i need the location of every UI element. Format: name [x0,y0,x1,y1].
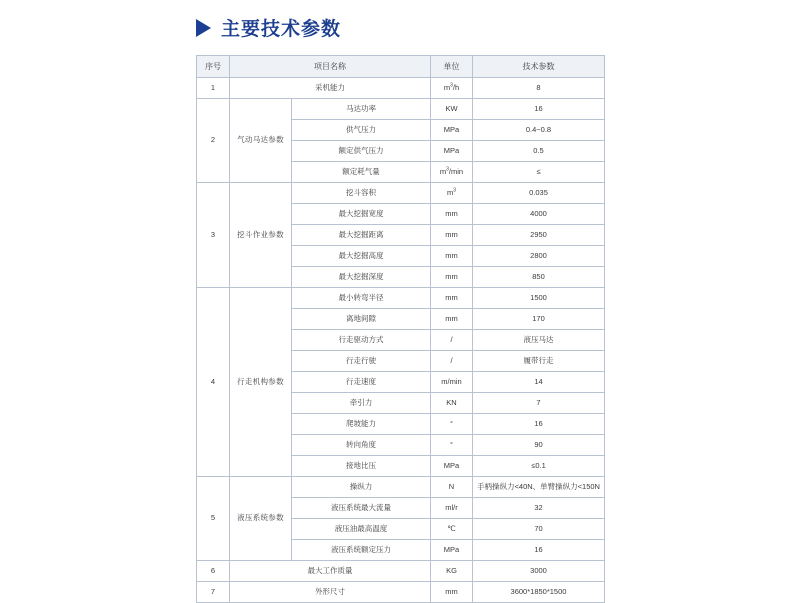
item-name-cell: 采机能力 [230,78,431,99]
row-index-cell: 5 [197,477,230,561]
column-header-unit: 单位 [431,56,473,78]
item-value-cell: 850 [473,267,605,288]
table-row [197,477,605,498]
item-name-cell: 马达功率 [292,99,431,120]
page-title [0,0,800,41]
table-body [197,78,605,603]
spec-table [196,55,605,603]
item-value-cell: 16 [473,540,605,561]
item-value-cell: 170 [473,309,605,330]
row-group-cell: 气动马达参数 [230,99,292,183]
item-unit-cell: MPa [431,456,473,477]
item-name-cell: 最小转弯半径 [292,288,431,309]
table-header [197,56,605,78]
spec-table-wrapper [196,55,604,603]
item-unit-cell: KW [431,99,473,120]
item-value-cell: 16 [473,99,605,120]
item-unit-cell: ℃ [431,519,473,540]
item-unit-cell: ° [431,435,473,456]
item-value-cell: 1500 [473,288,605,309]
item-unit-cell: / [431,351,473,372]
item-unit-cell: mm [431,246,473,267]
item-value-cell: 2800 [473,246,605,267]
table-row [197,78,605,99]
item-unit-cell: / [431,330,473,351]
item-name-cell: 转向角度 [292,435,431,456]
item-name-cell: 液压系统额定压力 [292,540,431,561]
column-header-value: 技术参数 [473,56,605,78]
item-value-cell: 8 [473,78,605,99]
table-row [197,582,605,603]
row-group-cell: 行走机构参数 [230,288,292,477]
item-name-cell: 爬坡能力 [292,414,431,435]
item-value-cell: 0.035 [473,183,605,204]
row-index-cell: 2 [197,99,230,183]
row-group-cell: 液压系统参数 [230,477,292,561]
table-row [197,183,605,204]
item-unit-cell: mm [431,582,473,603]
item-unit-cell: mm [431,267,473,288]
item-name-cell: 离地间隙 [292,309,431,330]
row-index-cell: 7 [197,582,230,603]
table-header-row [197,56,605,78]
item-unit-cell: ml/r [431,498,473,519]
item-value-cell: 90 [473,435,605,456]
row-index-cell: 3 [197,183,230,288]
item-name-cell: 行走速度 [292,372,431,393]
item-value-cell: 7 [473,393,605,414]
item-unit-cell: $m^3$ [431,183,473,204]
item-name-cell: 额定耗气量 [292,162,431,183]
item-value-cell: ≤ [473,162,605,183]
item-name-cell: 挖斗容积 [292,183,431,204]
item-name-cell: 最大挖掘宽度 [292,204,431,225]
item-name-cell: 最大工作质量 [230,561,431,582]
item-value-cell: 手柄操纵力<40N、单臂操纵力<150N [473,477,605,498]
item-value-cell: 32 [473,498,605,519]
item-name-cell: 行走驱动方式 [292,330,431,351]
item-name-cell: 最大挖掘距离 [292,225,431,246]
table-row [197,99,605,120]
item-name-cell: 外形尺寸 [230,582,431,603]
item-name-cell: 行走行驶 [292,351,431,372]
item-value-cell: ≤0.1 [473,456,605,477]
item-unit-cell: m/min [431,372,473,393]
item-value-cell: 16 [473,414,605,435]
item-unit-cell: $m^3/h$ [431,78,473,99]
item-value-cell: 0.5 [473,141,605,162]
item-unit-cell: KN [431,393,473,414]
item-unit-cell: MPa [431,540,473,561]
triangle-right-icon [196,19,211,37]
item-name-cell: 最大挖掘深度 [292,267,431,288]
item-value-cell: 0.4~0.8 [473,120,605,141]
item-name-cell: 操纵力 [292,477,431,498]
item-value-cell: 2950 [473,225,605,246]
item-unit-cell: MPa [431,120,473,141]
item-unit-cell: mm [431,204,473,225]
item-name-cell: 液压系统最大流量 [292,498,431,519]
item-unit-cell: ° [431,414,473,435]
row-index-cell: 6 [197,561,230,582]
item-name-cell: 最大挖掘高度 [292,246,431,267]
column-header-no: 序号 [197,56,230,78]
item-value-cell: 4000 [473,204,605,225]
table-row [197,288,605,309]
row-group-cell: 挖斗作业参数 [230,183,292,288]
item-unit-cell: mm [431,225,473,246]
item-unit-cell: $m^3/\min$ [431,162,473,183]
item-unit-cell: mm [431,309,473,330]
item-unit-cell: mm [431,288,473,309]
item-name-cell: 接地比压 [292,456,431,477]
row-index-cell: 4 [197,288,230,477]
item-name-cell: 液压油最高温度 [292,519,431,540]
row-index-cell: 1 [197,78,230,99]
column-header-item: 项目名称 [230,56,431,78]
item-name-cell: 供气压力 [292,120,431,141]
table-row [197,561,605,582]
item-value-cell: 履带行走 [473,351,605,372]
item-value-cell: 14 [473,372,605,393]
item-unit-cell: MPa [431,141,473,162]
item-name-cell: 额定供气压力 [292,141,431,162]
item-value-cell: 液压马达 [473,330,605,351]
page-title-text: 主要技术参数 [221,19,342,40]
item-unit-cell: KG [431,561,473,582]
item-value-cell: 70 [473,519,605,540]
item-name-cell: 牵引力 [292,393,431,414]
item-unit-cell: N [431,477,473,498]
item-value-cell: 3000 [473,561,605,582]
item-value-cell: 3600*1850*1500 [473,582,605,603]
